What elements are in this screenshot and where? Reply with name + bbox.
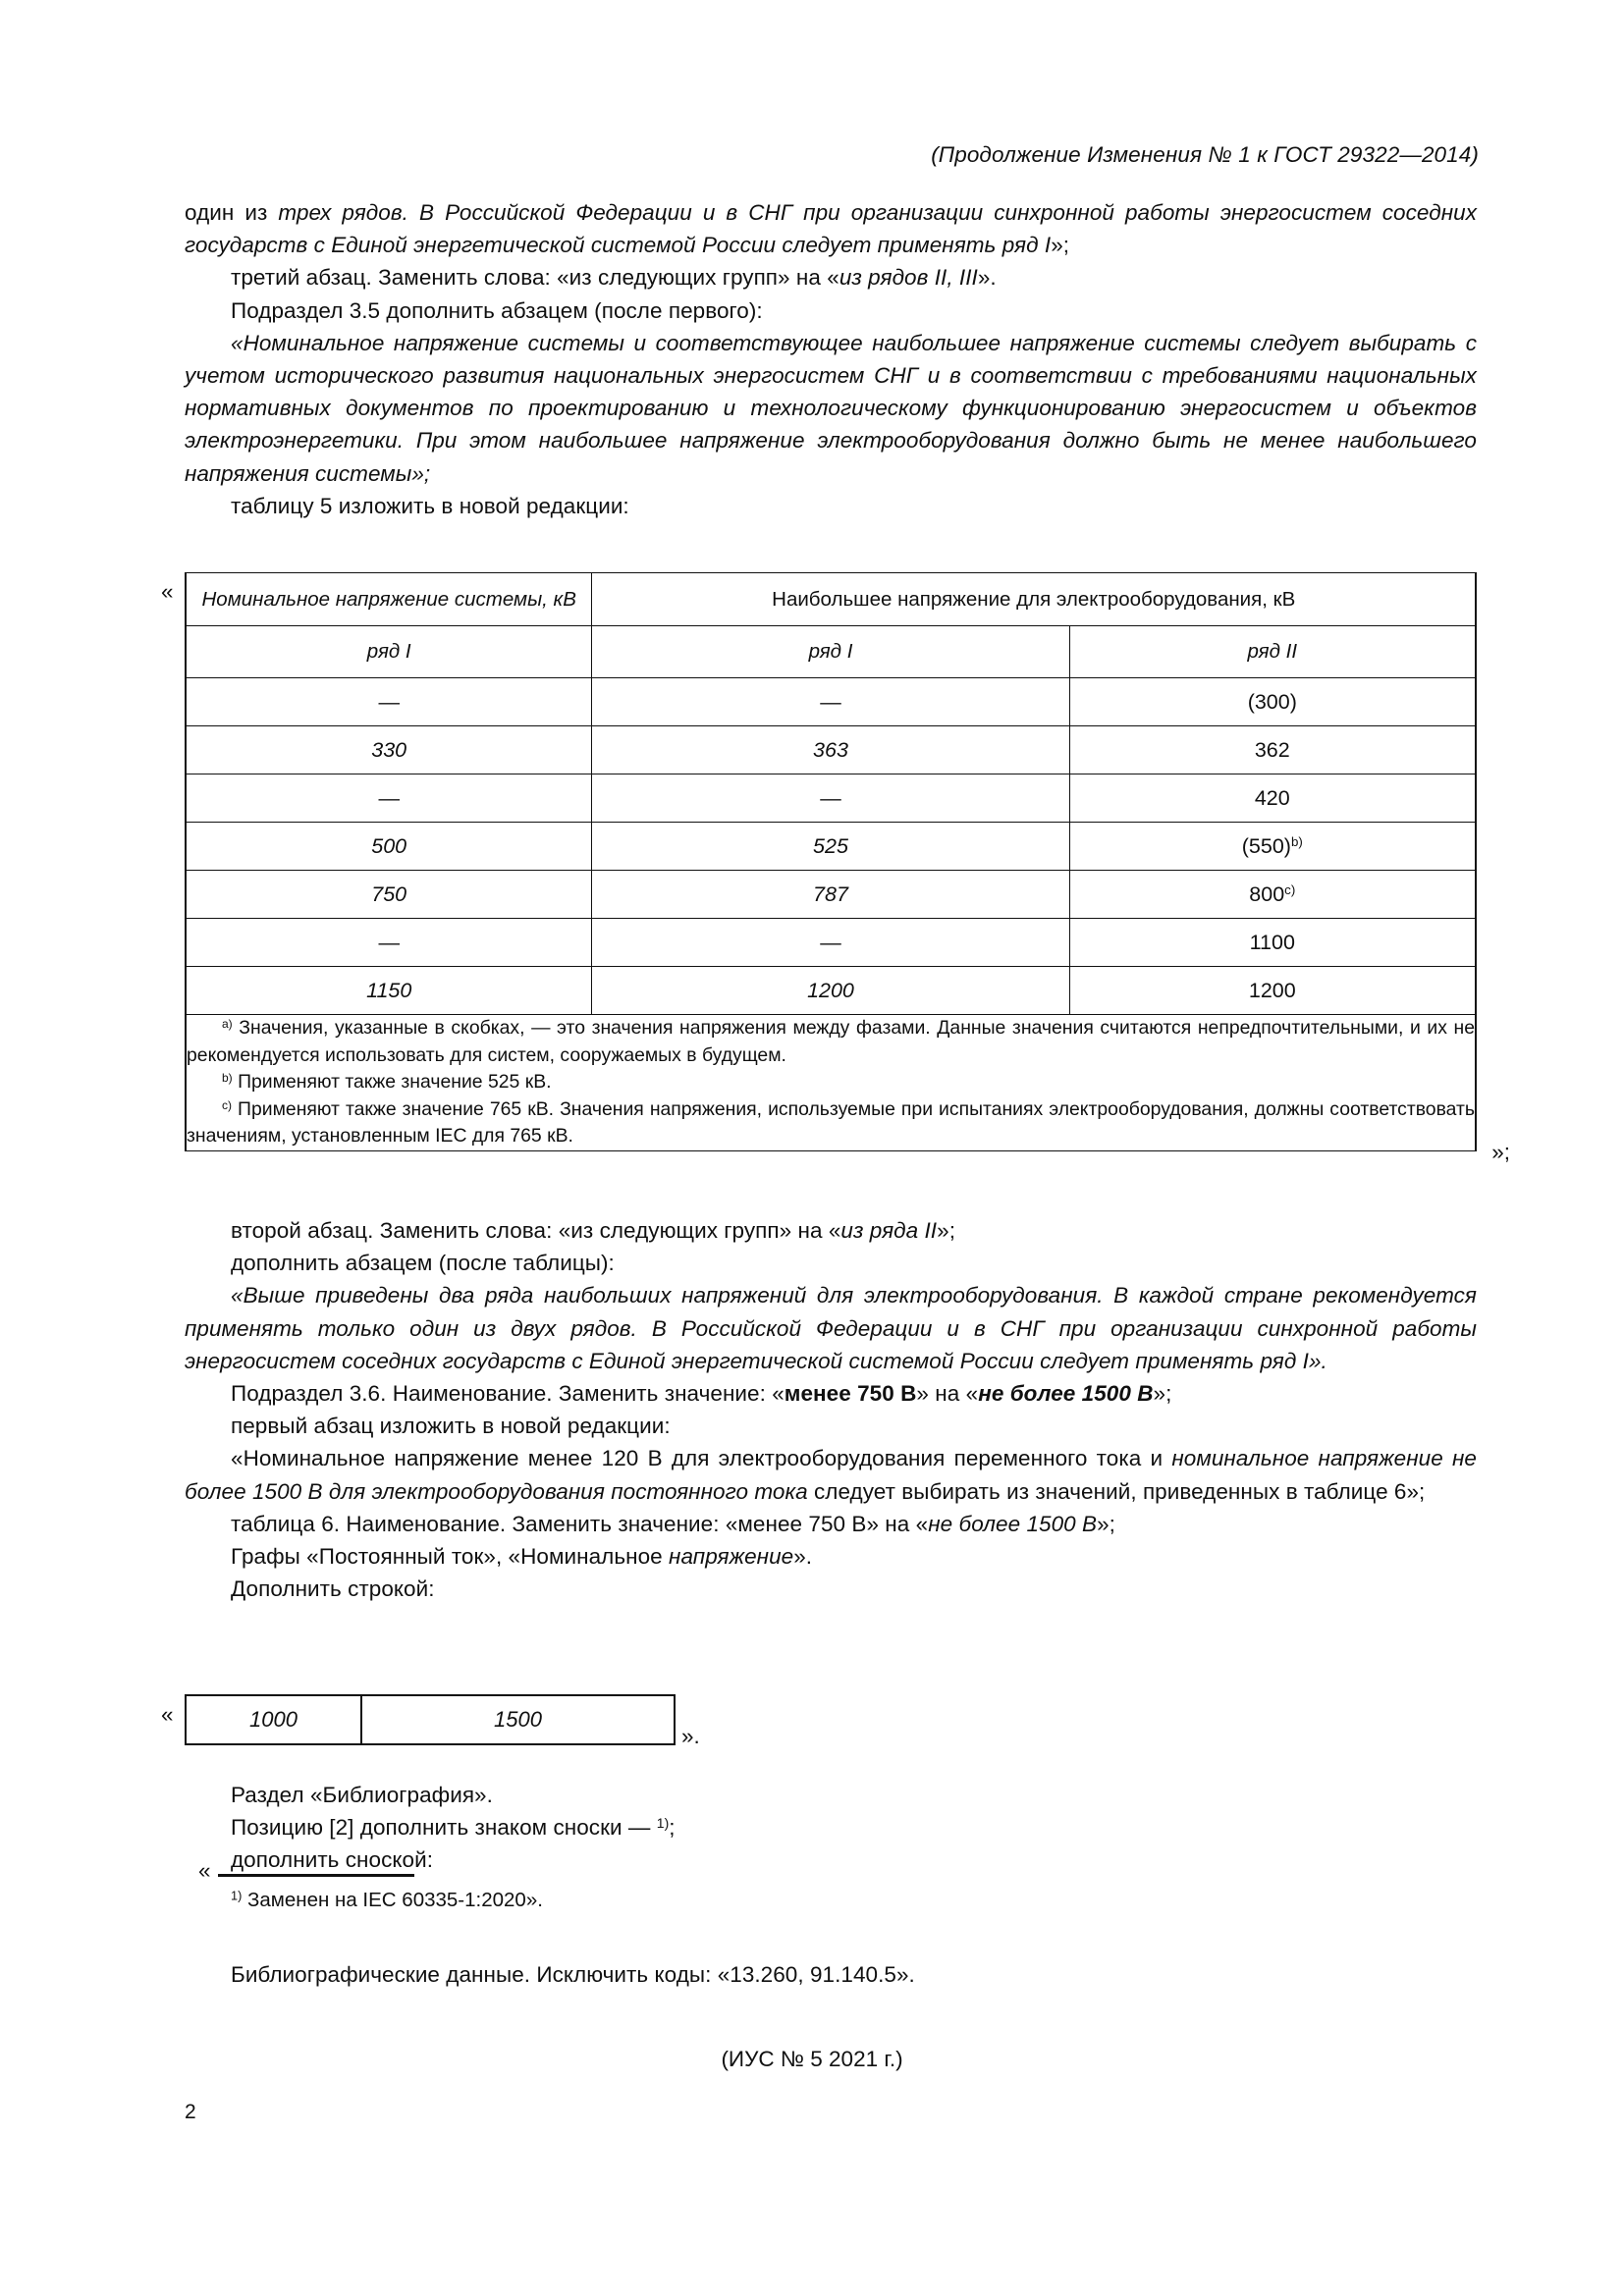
cell-ryad2 [1069,919,1476,967]
para-italic-run: из ряда II [840,1218,938,1243]
cell-ryad1: 525 [592,823,1069,871]
text-block-above-table [185,196,1477,522]
table-row [186,774,1476,823]
cell-value: (550) [1241,833,1291,858]
para-tail: ; [669,1815,676,1841]
cell-ryad2 [1069,774,1476,823]
para-plain-a: «Номинальное напряжение менее 120 В для электрооборудования переменного тока и [231,1446,1172,1471]
table5-container [161,572,1510,1165]
footnote-marker: 1) [231,1888,243,1903]
para-tail: ». [793,1544,813,1570]
cell-footnote-marker: c) [1284,881,1296,897]
table-row [186,967,1476,1015]
para-italic-run: не более 1500 В [928,1511,1098,1536]
table-notes [186,1015,1476,1151]
para-tail: »; [1153,1381,1172,1407]
para-plain-a: Подраздел 3.6. Наименование. Заменить значение: « [231,1381,785,1407]
cell-dc-value: 1000 [186,1695,361,1744]
para-italic-run: номинальное напряжение не более 1500 В для электрооборудования постоянного тока [185,1446,1477,1504]
para-tail: »; [1097,1511,1115,1536]
cell-ryad2 [1069,726,1476,774]
quote-open-footnote: « [198,1858,211,1883]
table-header-highest-voltage: Наибольшее напряжение для электрооборудования, кВ [592,573,1476,626]
para-italic-run: напряжение [669,1544,794,1570]
paragraph-third-abzac [185,261,1477,294]
footnote-text: Заменен на IEC 60335-1:2020». [242,1889,543,1911]
paragraph-add-row: Дополнить строкой: [231,1576,435,1602]
cell-value: 800 [1249,881,1285,906]
footnote-separator-rule [218,1874,414,1877]
running-header: (Продолжение Изменения № 1 к ГОСТ 29322—2014) [931,142,1479,167]
footnote-marker: 1) [656,1814,670,1831]
note-marker: b) [222,1070,233,1085]
paragraph-biblio-data: Библиографические данные. Исключить коды: «13.260, 91.140.5». [231,1962,915,1987]
cell-ryad2 [1069,823,1476,871]
para-plain-a: второй абзац. Заменить слова: «из следующих групп» на « [231,1218,841,1243]
para-tail: ». [977,265,997,291]
table-row [186,726,1476,774]
quote-close-table5: »; [1491,1140,1510,1165]
para-italic-run: трех рядов. В Российской Федерации и в СНГ при организации синхронной работы энергосистем соседних государств с Единой энергетической системой России следует применять ряд I [185,200,1477,258]
note-text: Применяют также значение 765 кВ. Значения напряжения, используемые при испытаниях электрооборудования, должны соответствовать значениям, установленным IEC для 765 кВ. [187,1097,1475,1148]
paragraph-grafy [185,1540,1477,1573]
cell-nominal-value: 1500 [361,1695,675,1744]
cell-value: 362 [1254,737,1290,762]
table6-added-row-container [161,1694,700,1748]
cell-nominal: — [186,774,592,823]
cell-value: 1200 [1248,978,1296,1002]
para-italic-run: из рядов II, III [839,265,978,291]
cell-ryad2 [1069,678,1476,726]
cell-footnote-marker: b) [1290,833,1303,849]
issue-reference: (ИУС № 5 2021 г.) [721,2047,903,2071]
table-subheader-ryad-1a: ряд I [186,626,592,678]
para-italic-run: «Выше приведены два ряда наибольших напряжений для электрооборудования. В каждой стране рекомендуется применять только один из двух рядов. В Российской Федерации и в СНГ при организации синхронной работы энергосистем соседних государств с Единой энергетической системой России следует применять ряд I». [185,1283,1477,1373]
para-tail: »; [937,1218,955,1243]
paragraph-table5-intro: таблицу 5 изложить в новой редакции: [231,493,629,518]
cell-value: 1100 [1249,930,1295,954]
para-plain-a: третий абзац. Заменить слова: «из следующих групп» на « [231,265,839,291]
para-plain-a: Позицию [2] дополнить знаком сноски — [231,1815,657,1841]
table-added-row [185,1694,676,1745]
para-plain-lead: один из [185,200,279,225]
paragraph-quoted-new-text [185,327,1477,490]
table-row [186,678,1476,726]
cell-ryad1: — [592,774,1069,823]
paragraph-continuation [185,196,1477,261]
table-header-row-sub [186,626,1476,678]
table-subheader-ryad-2: ряд II [1069,626,1476,678]
cell-ryad1: — [592,919,1069,967]
table-row [186,871,1476,919]
para-bold-run: менее 750 В [784,1381,917,1407]
table-voltages [185,572,1477,1151]
cell-nominal: — [186,919,592,967]
quote-open-table5: « [161,579,174,604]
table-note-b [187,1069,1475,1096]
paragraph-table6-name [185,1508,1477,1540]
table-subheader-ryad-1b: ряд I [592,626,1069,678]
paragraph-first-abzac-new: первый абзац изложить в новой редакции: [231,1414,671,1439]
para-plain-b: следует выбирать из значений, приведенных в таблице 6»; [807,1478,1426,1504]
cell-nominal: 750 [186,871,592,919]
paragraph-subsection-3-5: Подраздел 3.5 дополнить абзацем (после первого): [231,297,763,323]
cell-nominal: 1150 [186,967,592,1015]
table-header-nominal-voltage: Номинальное напряжение системы, кВ [186,573,592,626]
page-number: 2 [185,2101,196,2123]
note-marker: c) [222,1097,233,1112]
table-row [186,1695,675,1744]
paragraph-add-after-table: дополнить абзацем (после таблицы): [231,1251,615,1276]
paragraph-subsection-3-6 [185,1377,1477,1410]
cell-nominal: — [186,678,592,726]
cell-nominal: 330 [186,726,592,774]
cell-ryad2 [1069,871,1476,919]
cell-value: 420 [1254,785,1290,810]
footnote-line [185,1886,1477,1915]
note-marker: a) [222,1016,233,1031]
para-plain-a: таблица 6. Наименование. Заменить значение: «менее 750 В» на « [231,1511,929,1536]
table-header-row-main [186,573,1476,626]
text-block-biblio-data [185,1958,1477,1991]
quote-open-small-table: « [161,1702,174,1727]
para-bold-italic-run: не более 1500 В [978,1381,1154,1407]
text-block-below-table [185,1214,1477,1605]
paragraph-quoted-two-rows [185,1279,1477,1377]
table-note-c [187,1096,1475,1150]
paragraph-nominal-voltage-quote [185,1442,1477,1507]
cell-ryad1: 1200 [592,967,1069,1015]
cell-value: (300) [1247,689,1297,714]
paragraph-position-2 [185,1811,1477,1843]
paragraph-bibliography-section: Раздел «Библиография». [231,1783,493,1807]
table-note-a [187,1015,1475,1069]
paragraph-add-footnote: дополнить сноской: [231,1847,434,1873]
para-tail: »; [1051,233,1070,258]
note-text: Применяют также значение 525 кВ. [232,1071,552,1094]
cell-ryad1: 363 [592,726,1069,774]
quote-close-small-table: ». [681,1724,700,1748]
cell-nominal: 500 [186,823,592,871]
para-italic-run: «Номинальное напряжение системы и соответствующее наибольшее напряжение системы следует выбирать с учетом исторического развития национальных энергосистем СНГ и в соответствии с требованиями национальных нормативных документов по проектированию и технологическому функционированию энергосистем и объектов электроэнергетики. При этом наибольшее напряжение электрооборудования должно быть не менее наибольшего напряжения системы»; [185,330,1477,486]
paragraph-second-abzac [185,1214,1477,1247]
para-plain-b: » на « [916,1381,979,1407]
para-plain-a: Графы «Постоянный ток», «Номинальное [231,1544,670,1570]
table-row [186,823,1476,871]
cell-ryad1: — [592,678,1069,726]
text-block-bibliography [185,1779,1477,1877]
cell-ryad2 [1069,967,1476,1015]
table-notes-row [186,1015,1476,1151]
cell-ryad1: 787 [592,871,1069,919]
note-text: Значения, указанные в скобках, — это значения напряжения между фазами. Данные значения считаются непредпочтительными, и их не рекомендуется использовать для систем, сооружаемых в будущем. [187,1017,1475,1066]
table-row [186,919,1476,967]
